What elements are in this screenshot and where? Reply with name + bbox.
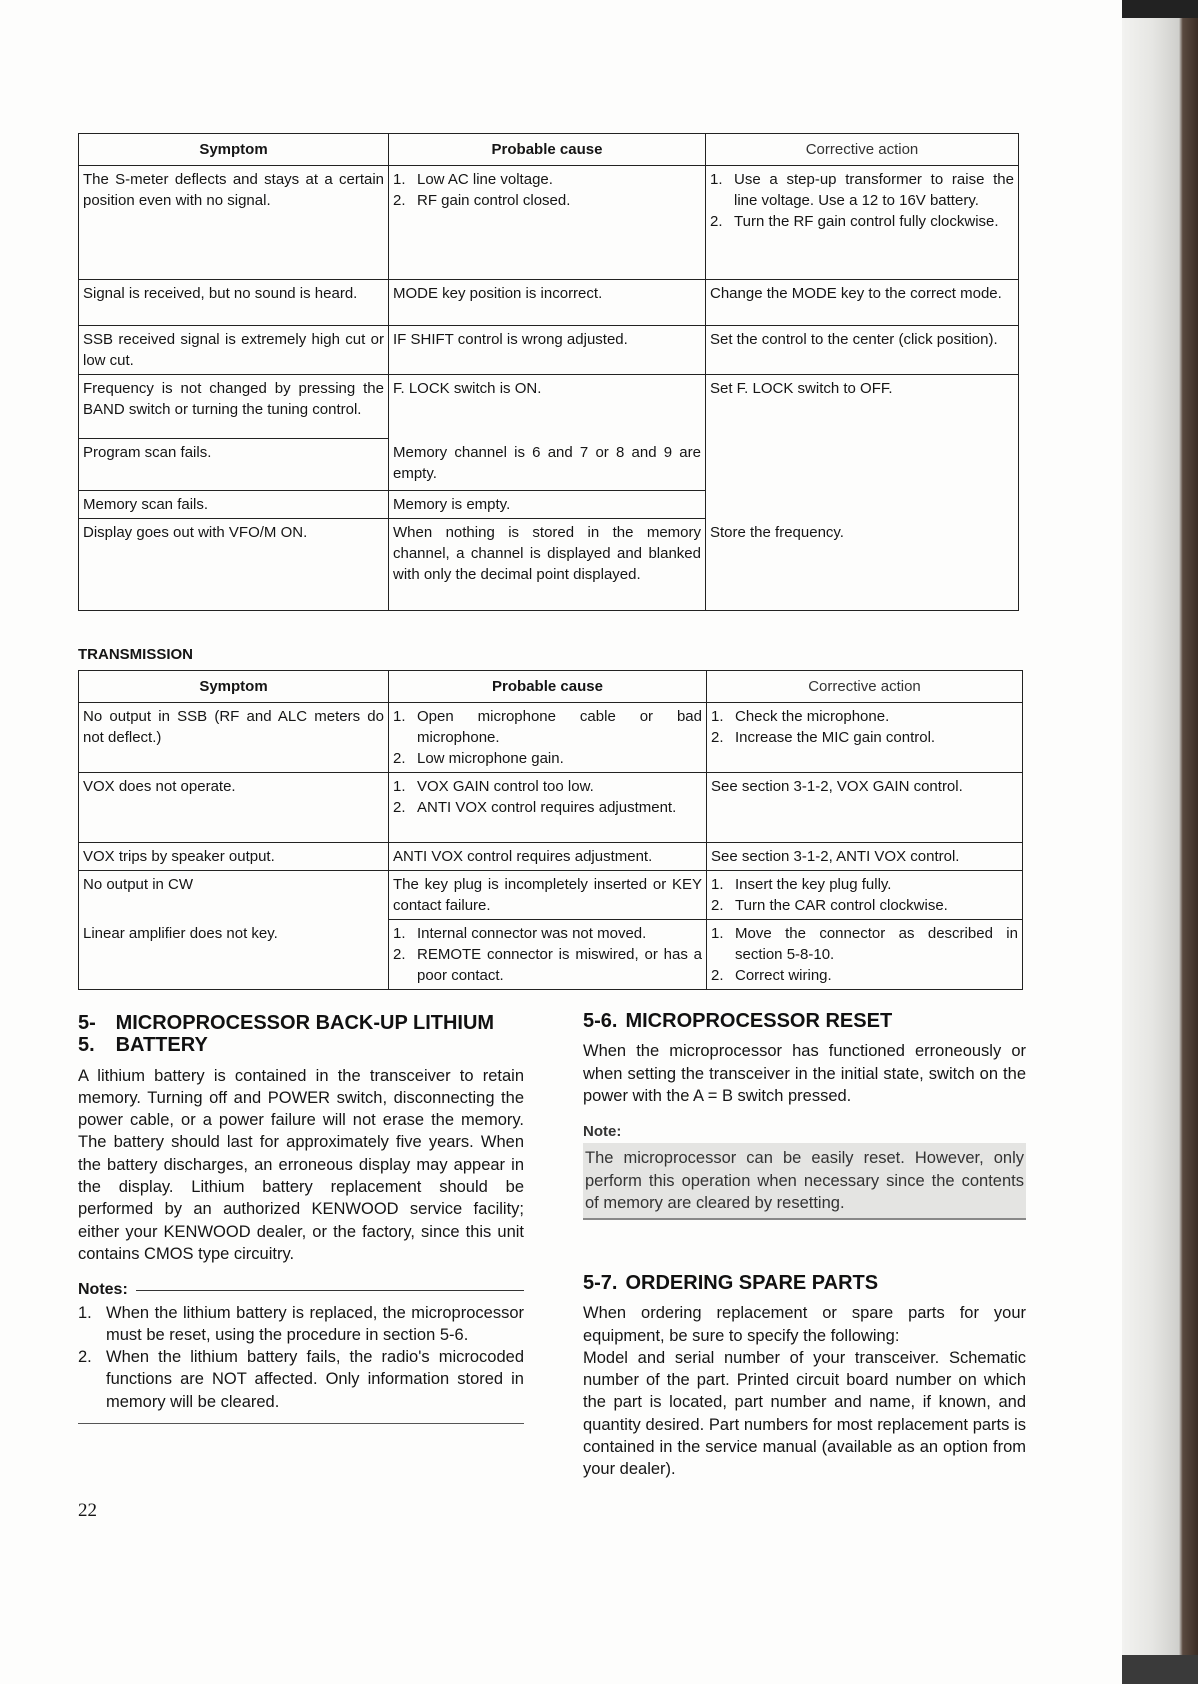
note-item: 1. When the lithium battery is replaced, the microprocessor must be reset, using the procedure in section 5-6. [78, 1303, 524, 1344]
list-text: Correct wiring. [735, 967, 832, 984]
header-corrective-action: Corrective action [706, 134, 1019, 166]
list-text: VOX GAIN control too low. [417, 778, 594, 795]
symptom-cell: VOX does not operate. [79, 773, 389, 843]
cause-cell [389, 166, 706, 280]
list-item [710, 169, 1014, 211]
list-text: Use a step-up transformer to raise the line voltage. Use a 12 to 16V battery. [734, 171, 1014, 209]
list-text: Insert the key plug fully. [735, 876, 892, 893]
symptom-cell: No output in SSB (RF and ALC meters do not deflect.) [79, 703, 389, 773]
list-text: Check the microphone. [735, 708, 890, 725]
list-number: 1. [393, 925, 406, 942]
binding-shadow-top [1122, 0, 1198, 18]
transmission-troubleshooting-table [78, 670, 1023, 990]
list-number: 1. [711, 708, 724, 725]
binding-shadow-bottom [1122, 1655, 1198, 1684]
list-text: ANTI VOX control requires adjustment. [417, 799, 677, 816]
list-number: 2. [393, 750, 406, 767]
header-symptom: Symptom [79, 671, 389, 703]
notes-label: Notes: [78, 1279, 524, 1301]
cause-cell: ANTI VOX control requires adjustment. [389, 843, 707, 871]
reset-note: The microprocessor can be easily reset. However, only perform this operation when necessary since the contents of memory are cleared by resetting. [583, 1143, 1026, 1220]
list-item [393, 923, 702, 944]
section-5-6-heading: 5-6. MICROPROCESSOR RESET [583, 1010, 893, 1032]
cause-cell [389, 920, 707, 990]
cause-cell [389, 773, 707, 843]
list-number: 1. [711, 876, 724, 893]
list-number: 2. [711, 729, 724, 746]
list-text: Turn the CAR control clockwise. [735, 897, 948, 914]
cause-cell [389, 703, 707, 773]
cause-cell: Memory channel is 6 and 7 or 8 and 9 are empty. [389, 439, 706, 491]
action-cell: Change the MODE key to the correct mode. [706, 280, 1019, 326]
list-text: REMOTE connector is miswired, or has a poor contact. [417, 946, 702, 984]
action-cell [707, 920, 1023, 990]
table-row [79, 773, 1023, 843]
list-item [393, 797, 702, 818]
action-cell: Set the control to the center (click position). [706, 326, 1019, 375]
section-5-6-body: When the microprocessor has functioned erroneously or when setting the transceiver in the initial state, switch on the power with the A = B switch pressed. [583, 1042, 1026, 1105]
list-item [393, 944, 702, 986]
transmission-heading: TRANSMISSION [78, 646, 194, 663]
action-cell: Store the frequency. [706, 519, 1019, 611]
list-text: Turn the RF gain control fully clockwise. [734, 213, 999, 230]
list-number: 2. [393, 799, 406, 816]
header-symptom: Symptom [79, 134, 389, 166]
table-row [79, 280, 1019, 326]
symptom-cell: The S-meter deflects and stays at a certain position even with no signal. [79, 166, 389, 280]
list-item [393, 190, 701, 211]
action-cell [707, 703, 1023, 773]
list-number: 1. [393, 778, 406, 795]
table-row [79, 843, 1023, 871]
section-5-7-body: When ordering replacement or spare parts for your equipment, be sure to specify the following: [583, 1304, 1026, 1345]
cause-cell: F. LOCK switch is ON. [389, 375, 706, 439]
page-number: 22 [78, 1500, 97, 1521]
table-row [79, 326, 1019, 375]
list-number: 2. [711, 967, 724, 984]
list-item [393, 169, 701, 190]
list-text: Internal connector was not moved. [417, 925, 647, 942]
table-row [79, 166, 1019, 280]
section-5-5-heading: 5-5. MICROPROCESSOR BACK-UP LITHIUM BATTERY [78, 1012, 495, 1057]
table-row [79, 703, 1023, 773]
list-text: Increase the MIC gain control. [735, 729, 936, 746]
header-probable-cause: Probable cause [389, 134, 706, 166]
list-item [711, 965, 1018, 986]
action-cell: See section 3-1-2, ANTI VOX control. [707, 843, 1023, 871]
symptom-cell: SSB received signal is extremely high cut or low cut. [79, 326, 389, 375]
section-5-7 [583, 1272, 1026, 1481]
cause-cell: IF SHIFT control is wrong adjusted. [389, 326, 706, 375]
section-5-6 [583, 1010, 1026, 1220]
action-cell [706, 491, 1019, 519]
action-cell [706, 166, 1019, 280]
section-5-7-body-2: Model and serial number of your transceiver. Schematic number of the part. Printed circuit board number on which the part is located, part number and name, if known, and quantity desired. Part numbers for most replacement parts is contained in the service manual (available as an option from your dealer). [583, 1348, 1026, 1479]
section-5-5-body: A lithium battery is contained in the transceiver to retain memory. Turning off and POWER switch, disconnecting the power cable, or a power failure will not erase the memory. The battery should last for approximately five years. When the battery discharges, an erroneous display may appear in the display. Lithium battery replacement should be performed by an authorized KENWOOD service facility; either your KENWOOD dealer, or the factory, since this unit contains CMOS type circuitry. [78, 1066, 524, 1263]
list-text: Low microphone gain. [417, 750, 564, 767]
table-row [79, 920, 1023, 990]
section-5-7-heading: 5-7. ORDERING SPARE PARTS [583, 1272, 879, 1294]
table-row [79, 491, 1019, 519]
header-probable-cause: Probable cause [389, 671, 707, 703]
cause-cell: MODE key position is incorrect. [389, 280, 706, 326]
symptom-cell: Frequency is not changed by pressing the BAND switch or turning the tuning control. [79, 375, 389, 439]
list-number: 1. [710, 171, 723, 188]
list-number: 2. [393, 192, 406, 209]
list-number: 2. [393, 946, 406, 963]
action-cell: See section 3-1-2, VOX GAIN control. [707, 773, 1023, 843]
list-item [711, 727, 1018, 748]
table-row [79, 519, 1019, 611]
list-number: 1. [393, 708, 406, 725]
section-5-5 [78, 1012, 524, 1424]
header-corrective-action: Corrective action [707, 671, 1023, 703]
list-text: Low AC line voltage. [417, 171, 553, 188]
reception-troubleshooting-table [78, 133, 1019, 611]
symptom-cell: No output in CW [79, 871, 389, 920]
list-text: Open microphone cable or bad microphone. [417, 708, 702, 746]
symptom-cell: Signal is received, but no sound is heard. [79, 280, 389, 326]
list-number: 1. [711, 925, 724, 942]
action-cell: Set F. LOCK switch to OFF. [706, 375, 1019, 439]
list-item [711, 895, 1018, 916]
list-text: RF gain control closed. [417, 192, 571, 209]
action-cell [706, 439, 1019, 491]
book-binding-edge [1122, 0, 1198, 1684]
divider [78, 1423, 524, 1424]
symptom-cell: Memory scan fails. [79, 491, 389, 519]
symptom-cell: Program scan fails. [79, 439, 389, 491]
list-item [711, 923, 1018, 965]
list-item [711, 706, 1018, 727]
table-row [79, 439, 1019, 491]
cause-cell: Memory is empty. [389, 491, 706, 519]
action-cell [707, 871, 1023, 920]
list-item [710, 211, 1014, 232]
list-item [393, 748, 702, 769]
symptom-cell: Linear amplifier does not key. [79, 920, 389, 990]
note-item: 2. When the lithium battery fails, the radio's microcoded functions are NOT affected. Only information stored in memory will be cleared. [78, 1348, 524, 1411]
list-text: Move the connector as described in section 5-8-10. [735, 925, 1018, 963]
list-number: 1. [393, 171, 406, 188]
list-number: 2. [710, 213, 723, 230]
note-label: Note: [583, 1123, 622, 1141]
symptom-cell: Display goes out with VFO/M ON. [79, 519, 389, 611]
list-item [393, 776, 702, 797]
list-item [711, 874, 1018, 895]
list-item [393, 706, 702, 748]
cause-cell: When nothing is stored in the memory channel, a channel is displayed and blanked with only the decimal point displayed. [389, 519, 706, 611]
table-row [79, 871, 1023, 920]
list-number: 2. [711, 897, 724, 914]
table-row [79, 375, 1019, 439]
symptom-cell: VOX trips by speaker output. [79, 843, 389, 871]
cause-cell: The key plug is incompletely inserted or KEY contact failure. [389, 871, 707, 920]
